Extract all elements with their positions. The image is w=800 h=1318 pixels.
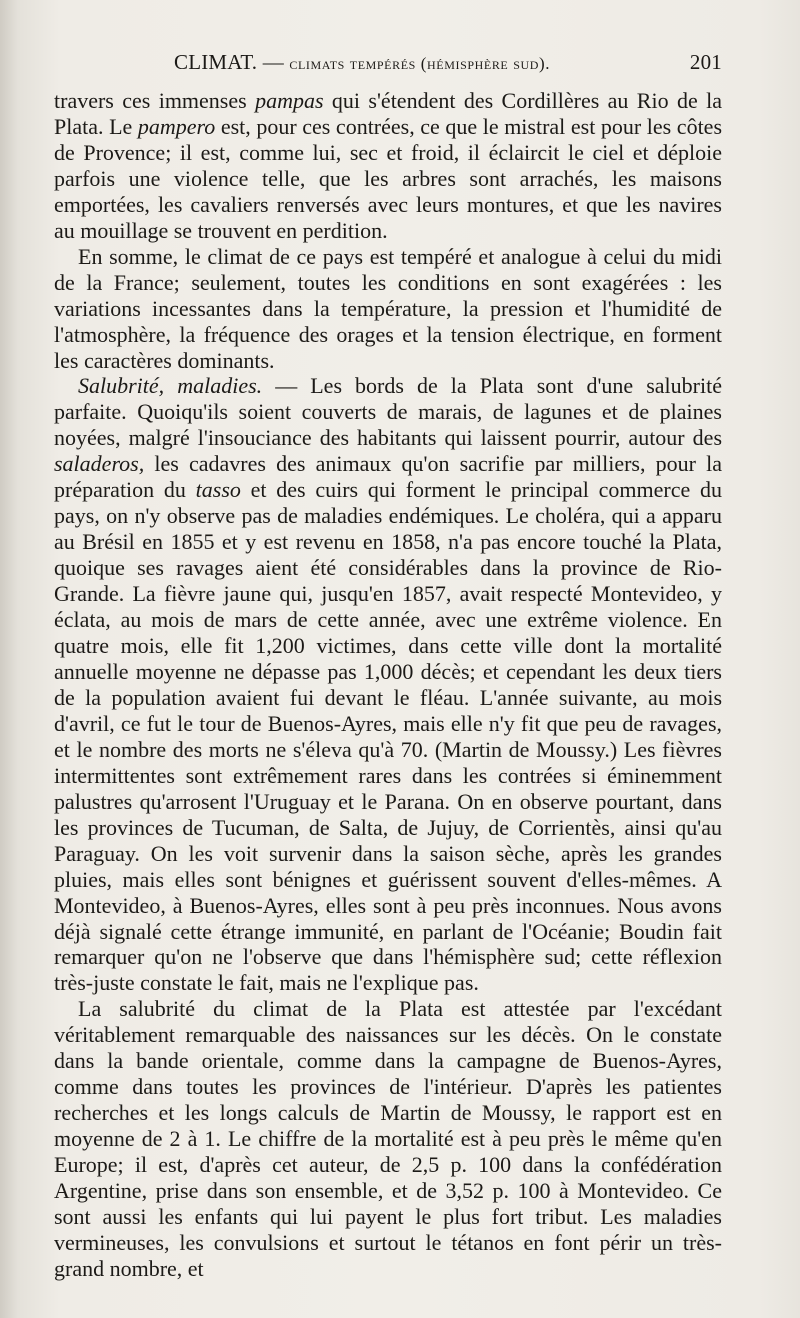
- paragraph-3: [54, 373, 722, 996]
- page-number: 201: [689, 50, 722, 74]
- text-run: est, pour ces contrées, ce que le mistral est pour les côtes de Provence; il est, comme lui, sec et froid, il éclaircit le ciel et déploie parfois une violence telle, que les arbres sont arrachés, les maisons emportées, les cavaliers renversés avec leurs montures, et que les navires au mouillage se trouvent en perdition.: [54, 113, 723, 243]
- text-run: travers ces immenses: [54, 88, 256, 113]
- text-run: qui s'étendent des Cordillères au Rio de la Plata. Le: [54, 88, 722, 139]
- text-run: La salubrité du climat de la Plata est attestée par l'excédant véritablement remarquable des naissances sur les décès. On le constate dans la bande orientale, comme dans la campagne de Buenos-Ayres, comme dans toutes les provinces de l'intérieur. D'après les patientes recherches et les longs calculs de Martin de Moussy, le rapport est en moyenne de 2 à 1. Le chiffre de la mortalité est à peu près le même qu'en Europe; il est, d'après cet auteur, de 2,5 p. 100 dans la confédération Argentine, prise dans son ensemble, et de 3,52 p. 100 à Montevideo. Ce sont aussi les enfants qui lui payent le plus fort tribut. Les maladies vermineuses, les convulsions et surtout le tétanos en font périr un très-grand nombre, et: [54, 996, 722, 1281]
- section-heading: Salubrité, maladies.: [78, 373, 263, 399]
- header-dash: —: [262, 50, 284, 74]
- header-title: [174, 50, 550, 75]
- text-run: et des cuirs qui forment le principal commerce du pays, on n'y observe pas de maladies endémiques. Le choléra, qui a apparu au Brésil en 1855 et y est revenu en 1858, n'a pas encore touché la Plata, quoique ses ravages aient été considérables dans la province de Rio-Grande. La fièvre jaune qui, jusqu'en 1857, avait respecté Montevideo, y éclata, au mois de mars de cette année, avec une extrême violence. En quatre mois, elle fit 1,200 victimes, dans cette ville dont la mortalité annuelle moyenne ne dépasse pas 1,000 décès; et cependant les deux tiers de la population avaient fui devant le fléau. L'année suivante, au mois d'avril, ce fut le tour de Buenos-Ayres, mais elle n'y fit que peu de ravages, et le nombre des morts ne s'éleva qu'à 70. (Martin de Moussy.) Les fièvres intermittentes sont extrêmement rares dans les contrées si éminemment palustres qu'arrosent l'Uruguay et le Parana. On en observe pourtant, dans les provinces de Tucuman, de Salta, de Jujuy, de Corrientès, ainsi qu'au Paraguay. On les voit survenir dans la saison sèche, après les grandes pluies, mais elles sont bénignes et guérissent souvent d'elles-mêmes. A Montevideo, à Buenos-Ayres, elles sont à peu près inconnues. Nous avons déjà signalé cette étrange immunité, en parlant de l'Océanie; Boudin fait remarquer qu'on ne l'observe que dans l'hémisphère sud; cette réflexion très-juste constate le fait, mais ne l'explique pas.: [54, 477, 723, 996]
- italic-term: pampero: [137, 113, 216, 139]
- italic-term: pampas: [255, 88, 324, 113]
- paragraph-1: [54, 88, 722, 244]
- paragraph-2: [54, 244, 722, 374]
- running-header: [54, 50, 722, 86]
- text-run: En somme, le climat de ce pays est tempéré et analogue à celui du midi de la France; seulement, toutes les conditions en sont exagérées : les variations incessantes dans la température, la pression et l'humidité de l'atmosphère, la fréquence des orages et la tension électrique, en forment les caractères dominants.: [54, 243, 722, 373]
- italic-term: tasso: [195, 477, 241, 503]
- header-chapter: CLIMAT.: [174, 50, 258, 74]
- paragraph-4: [54, 996, 722, 1281]
- body-text: [54, 88, 722, 1282]
- text-run: les cadavres des animaux qu'on sacrifie par milliers, pour la préparation du: [54, 451, 722, 503]
- italic-term: saladeros,: [54, 451, 145, 477]
- text-run: — Les bords de la Plata sont d'une salubrité parfaite. Quoiqu'ils soient couverts de marais, de lagunes et de plaines noyées, malgré l'insouciance des habitants qui laissent pourrir, autour des: [54, 373, 722, 451]
- header-section: climats tempérés (hémisphère sud).: [289, 54, 551, 73]
